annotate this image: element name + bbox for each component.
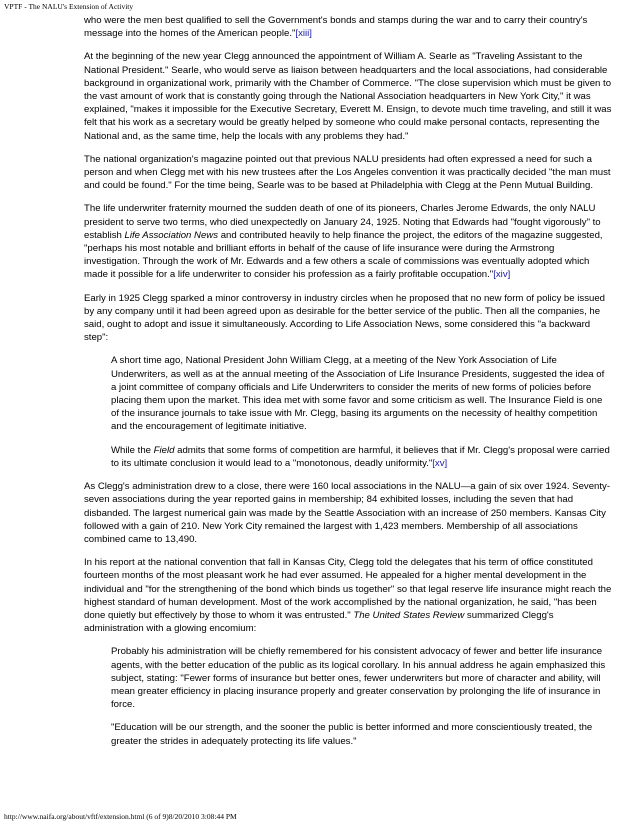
paragraph-text: and contributed heavily to help finance the project, the editors of the magazine suggested, "perhaps his most notable and brilliant efforts in behalf of the cause of life insurance were during the Armstrong investigation. Through the work of Mr. Edwards and a few others a scale of commissions was eventually adopted which made it possible for a life underwriter to consider his profession as a fairly profitable occupation.": [84, 229, 603, 281]
paragraph-text: who were the men best qualified to sell the Government's bonds and stamps during the war and to carry their country's message into the homes of the American people.": [84, 15, 588, 40]
footnote-link-xiv[interactable]: [xiv]: [493, 269, 511, 281]
paragraph: At the beginning of the new year Clegg announced the appointment of William A. Searle as "Traveling Assistant to the National President." Searle, who would serve as liaison between headquarters and the local associations, had considerable background in organizational work, primarily with the Chamber of Commerce. "The close supervision which must be given to the vast amount of work that is constantly going through the National Association headquarters in New York City," it was explained, "makes it impossible for the Executive Secretary, Everett M. Ensign, to devote much time traveling, and still it was felt that his work as a secretary would be greatly helped by someone who could make personal contacts, representing the National and, as the same time, help the locals with any problems they had.": [84, 51, 612, 142]
block-quote: [84, 354, 612, 470]
article-body: [84, 14, 612, 758]
paragraph: The national organization's magazine pointed out that previous NALU presidents had often expressed a need for such a person and when Clegg met with his new trustees after the Los Angeles convention it was practically decided "the man must and could be found." For the time being, Searle was to be based at Philadelphia with Clegg at the Penn Mutual Building.: [84, 153, 611, 192]
paragraph-text: summarized Clegg's administration with a glowing encomium:: [84, 609, 554, 635]
page-footer-url: http://www.naifa.org/about/vftf/extension.html (6 of 9)8/20/2010 3:08:44 PM: [4, 812, 237, 821]
paragraph: Early in 1925 Clegg sparked a minor controversy in industry circles when he proposed that no new form of policy be issued by any company until it had been agreed upon as desirable for the better service of the public. Then all the companies, he said, ought to adopt and issue it simultaneously. According to Life Association News, some considered this "a backward step":: [84, 292, 605, 344]
publication-title: The United States Review: [353, 609, 465, 621]
paragraph-text: The life underwriter fraternity mourned the sudden death of one of its pioneers, Charles Jerome Edwards, the only NALU president to serve two terms, who died unexpectedly on January 24, 1925. Noting that Edwards had "fought vigorously" to establish: [84, 203, 601, 241]
quote-paragraph: A short time ago, National President John William Clegg, at a meeting of the New York Association of Life Underwriters, as well as at the annual meeting of the Association of Life Insurance Presidents, suggested the idea of a joint committee of company officials and Life Underwriters to consider the merits of new forms of policies before placing them upon the market. This idea met with some favor and some criticism as well. The Insurance Field is one of the insurance journals to take issue with Mr. Clegg, basing its arguments on the necessity of healthy competition and the encouragement of legitimate initiative.: [111, 355, 605, 433]
quote-text: While the: [111, 444, 154, 456]
publication-title: Life Association News: [124, 229, 219, 241]
paragraph: [84, 556, 612, 635]
footnote-link-xiii[interactable]: [xiii]: [295, 28, 312, 40]
paragraph: As Clegg's administration drew to a close, there were 160 local associations in the NALU—a gain of six over 1924. Seventy-seven associations during the year reported gains in membership; 84 exhibited losses, including the seven that had disbanded. The largest numerical gain was made by the Seattle Association with an increase of 250 members. Kansas City followed with a gain of 210. New York City remained the largest with 1,423 members. Membership of all associations combined came to 13,490.: [84, 481, 611, 545]
page-header-title: VPTF - The NALU's Extension of Activity: [4, 2, 134, 11]
quote-paragraph: Probably his administration will be chiefly remembered for his consistent advocacy of fewer and better life insurance agents, with the better education of the public as its logical corollary. In his annual address he again emphasized this subject, stating: "Fewer forms of insurance but better ones, fewer underwriters but more of character and ability, will mean greater efficiency in placing insurance properly and greater conservation by prolonging the life of insurance in force.: [111, 646, 606, 711]
quote-paragraph: [111, 444, 612, 470]
quote-text: admits that some forms of competition are harmful, it believes that if Mr. Clegg's proposal were carried to its ultimate conclusion it would lead to a "monotonous, deadly uniformity.": [111, 444, 610, 469]
paragraph: [84, 14, 612, 40]
publication-title: Field: [153, 444, 175, 456]
footnote-link-xv[interactable]: [xv]: [432, 457, 448, 469]
quote-paragraph: "Education will be our strength, and the sooner the public is better informed and more conscientiously treated, the greater the strides in adequately protecting its life values.": [111, 722, 593, 747]
block-quote: [84, 645, 612, 747]
paragraph-text: In his report at the national convention that fall in Kansas City, Clegg told the delegates that his term of office constituted fourteen months of the most pleasant work he had ever assumed. He appealed for a higher mental development in the individual and "for the strengthening of the bond which binds us together" so that legal reserve life insurance might reach the highest standard of human development. Most of the work accomplished by the national organization, he said, "has been done quietly but effectively by those to whom it was entrusted.": [84, 557, 612, 621]
paragraph: [84, 202, 612, 281]
